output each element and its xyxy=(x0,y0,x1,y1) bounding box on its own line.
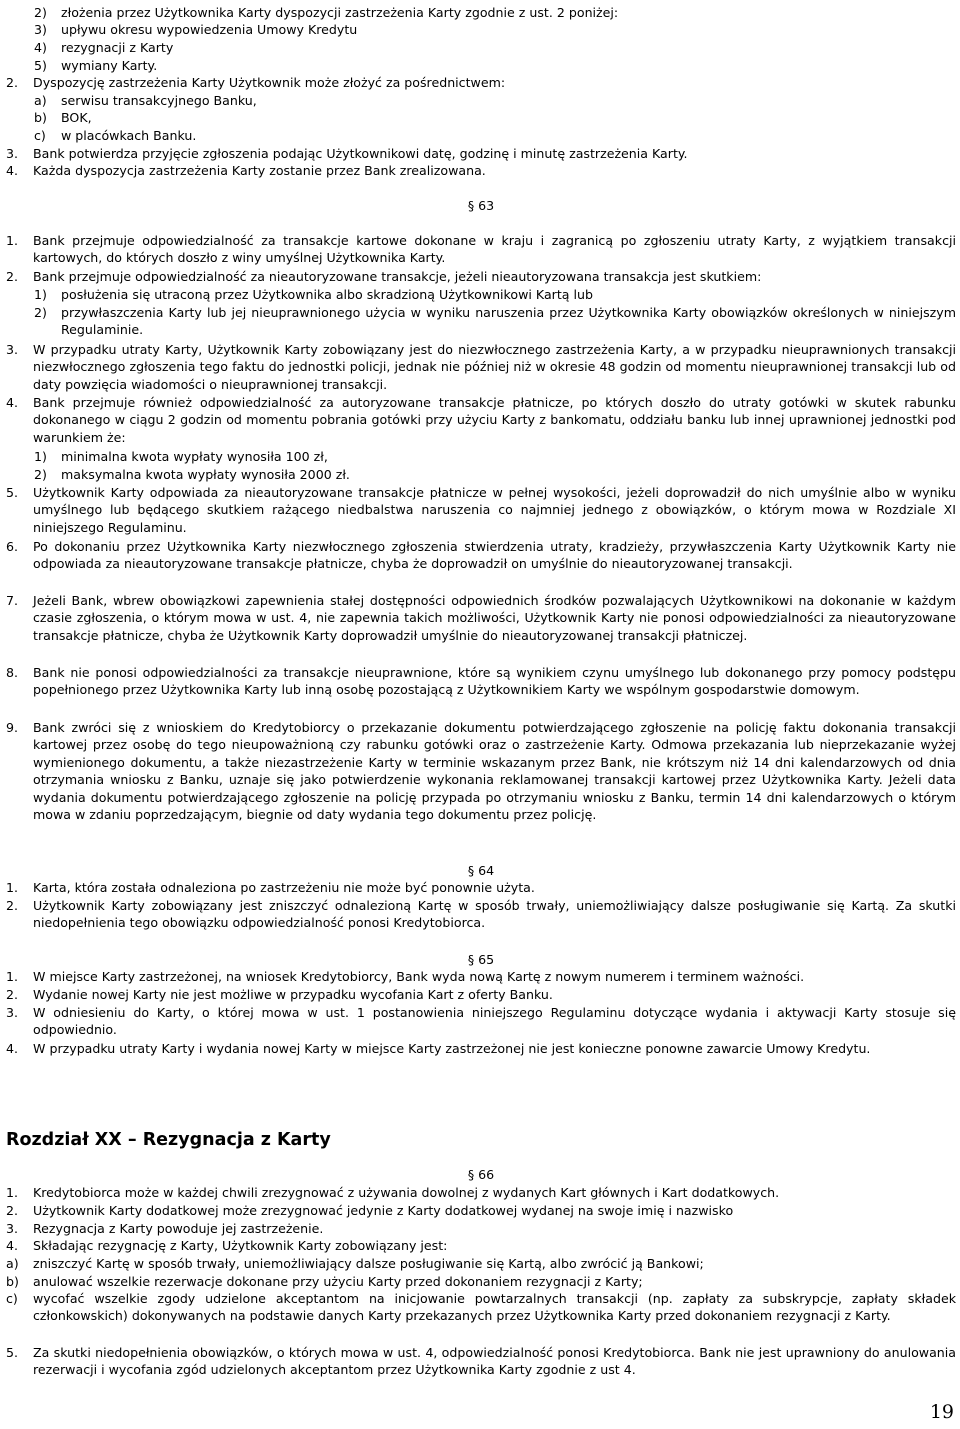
sub-item xyxy=(6,304,956,339)
item-text: złożenia przez Użytkownika Karty dyspozycji zastrzeżenia Karty zgodnie z ust. 2 poniżej: xyxy=(61,5,619,20)
numbered-paragraph xyxy=(6,1344,956,1379)
item-text: Wydanie nowej Karty nie jest możliwe w przypadku wycofania Kart z oferty Banku. xyxy=(33,987,553,1002)
item-text: anulować wszelkie rezerwacje dokonane przy użyciu Karty przed dokonaniem rezygnacji z Karty; xyxy=(33,1274,643,1289)
item-number: c) xyxy=(6,1291,18,1306)
numbered-paragraph xyxy=(6,664,956,699)
sub-item xyxy=(6,4,956,21)
item-number: 1. xyxy=(6,233,19,248)
item-text: Karta, która została odnaleziona po zastrzeżeniu nie może być ponownie użyta. xyxy=(33,880,535,895)
item-number: 1. xyxy=(6,969,19,984)
item-text: W miejsce Karty zastrzeżonej, na wniosek Kredytobiorcy, Bank wyda nową Kartę z nowym numerem i terminem ważności. xyxy=(33,969,805,984)
item-number: b) xyxy=(34,110,47,125)
item-number: 2. xyxy=(6,987,19,1002)
numbered-paragraph xyxy=(6,1290,956,1325)
section-mark: § 63 xyxy=(467,198,495,213)
numbered-paragraph xyxy=(6,719,956,823)
numbered-paragraph xyxy=(6,592,956,644)
item-text: przywłaszczenia Karty lub jej nieuprawnionego użycia w wyniku naruszenia przez Użytkownika Karty obowiązków określonych w niniejszym Regulaminie. xyxy=(61,305,956,338)
numbered-paragraph xyxy=(6,538,956,573)
item-number: a) xyxy=(34,93,47,108)
item-number: 7. xyxy=(6,593,19,608)
item-text: Użytkownik Karty odpowiada za nieautoryzowane transakcje płatnicze w pełnej wysokości, jeżeli doprowadził do nich umyślnie albo w wyniku umyślnego lub będącego skutkiem rażącego niedbalstwa naruszenia co najmniej jednego z obowiązków, o którym mowa w Rozdziale XI niniejszego Regulaminu. xyxy=(33,485,956,535)
item-text: Dyspozycję zastrzeżenia Karty Użytkownik może złożyć za pośrednictwem: xyxy=(33,75,506,90)
numbered-paragraph xyxy=(6,145,956,162)
item-number: 4. xyxy=(6,1238,19,1253)
item-number: 3. xyxy=(6,1221,19,1236)
numbered-paragraph xyxy=(6,232,956,267)
item-text: posłużenia się utraconą przez Użytkownika albo skradzioną Użytkownikowi Kartą lub xyxy=(61,287,593,302)
item-text: upływu okresu wypowiedzenia Umowy Kredytu xyxy=(61,22,358,37)
item-number: 3. xyxy=(6,1005,19,1020)
numbered-paragraph xyxy=(6,1040,956,1057)
item-text: Bank przejmuje odpowiedzialność za nieautoryzowane transakcje, jeżeli nieautoryzowana transakcja jest skutkiem: xyxy=(33,269,762,284)
item-number: 2. xyxy=(6,75,19,90)
numbered-paragraph xyxy=(6,74,956,91)
item-text: wycofać wszelkie zgody udzielone akceptantom na inicjowanie powtarzalnych transakcji (np. zapłaty za subskrypcje, zapłaty składek członkowskich) dokonywanych na podstawie danych Karty przekazanych przez Użytkownika Karty przed dokonaniem rezygnacji z Karty. xyxy=(33,1291,956,1324)
item-number: 9. xyxy=(6,720,19,735)
item-text: Bank nie ponosi odpowiedzialności za transakcje nieuprawnione, które są wynikiem czynu umyślnego lub dokonanego przy pomocy podstępu popełnionego przez Użytkownika Karty lub inną osobę pozostającą z Użytkownikiem Karty we wspólnym gospodarstwie domowym. xyxy=(33,665,956,698)
item-text: Za skutki niedopełnienia obowiązków, o których mowa w ust. 4, odpowiedzialność ponosi Kredytobiorca. Bank nie jest uprawniony do anulowania rezerwacji i wycofania zgód udzielonych akceptantom przez Użytkownika Karty zgodnie z ust 4. xyxy=(33,1345,956,1378)
item-number: 2) xyxy=(34,305,47,320)
item-text: Bank przejmuje odpowiedzialność za transakcje kartowe dokonane w kraju i zagranicą po zgłoszeniu utraty Karty, z wyjątkiem transakcji kartowych, do których doszło z winy umyślnej Użytkownika Karty. xyxy=(33,233,956,266)
item-number: 6. xyxy=(6,539,19,554)
item-number: b) xyxy=(6,1274,19,1289)
sub-item xyxy=(6,127,956,144)
numbered-paragraph xyxy=(6,1237,956,1254)
numbered-paragraph xyxy=(6,986,956,1003)
item-number: 2. xyxy=(6,269,19,284)
item-text: minimalna kwota wypłaty wynosiła 100 zł, xyxy=(61,449,328,464)
sub-item xyxy=(6,286,956,303)
numbered-paragraph xyxy=(6,268,956,285)
item-text: Po dokonaniu przez Użytkownika Karty niezwłocznego zgłoszenia stwierdzenia utraty, kradzieży, przywłaszczenia Karty Użytkownik Karty nie odpowiada za nieautoryzowane transakcje płatnicze, chyba że doprowadził on umyślnie do nieautoryzowanej transakcji. xyxy=(33,539,956,572)
numbered-paragraph xyxy=(6,879,956,896)
item-number: 2) xyxy=(34,467,47,482)
item-text: serwisu transakcyjnego Banku, xyxy=(61,93,257,108)
numbered-paragraph xyxy=(6,1273,956,1290)
item-number: 5) xyxy=(34,58,47,73)
item-number: 2) xyxy=(34,5,47,20)
sub-item xyxy=(6,466,956,483)
item-text: Bank zwróci się z wnioskiem do Kredytobiorcy o przekazanie dokumentu potwierdzającego zgłoszenie na policję faktu dokonania transakcji kartowej przez osobę do tego nieupoważnioną czy rabunku gotówki oraz o zastrzeżenie Karty. Odmowa przekazania lub nieprzekazanie wyżej wymienionego dokumentu, a także niezastrzeżenie Karty w terminie wskazanym przez Bank, nie krótszym niż 14 dni kalendarzowych od dnia otrzymania wniosku z Banku, uznaje się jako potwierdzenie wykonania reklamowanej transakcji kartowej przez Użytkownika Karty. Jeżeli data wydania dokumentu potwierdzającego zgłoszenie na policję przypada po otrzymaniu wniosku z Banku, termin 14 dni kalendarzowych o którym mowa w zdaniu poprzedzającym, biegnie od daty wydania tego dokumentu przez policję. xyxy=(33,720,956,823)
numbered-paragraph xyxy=(6,897,956,932)
item-number: 4. xyxy=(6,1041,19,1056)
numbered-paragraph xyxy=(6,1202,956,1219)
sub-item xyxy=(6,21,956,38)
item-text: rezygnacji z Karty xyxy=(61,40,174,55)
item-text: Bank potwierdza przyjęcie zgłoszenia podając Użytkownikowi datę, godzinę i minutę zastrzeżenia Karty. xyxy=(33,146,688,161)
sub-item xyxy=(6,109,956,126)
numbered-paragraph xyxy=(6,1004,956,1039)
item-text: Rezygnacja z Karty powoduje jej zastrzeżenie. xyxy=(33,1221,324,1236)
item-text: W odniesieniu do Karty, o której mowa w ust. 1 postanowienia niniejszego Regulaminu dotyczące wydania i aktywacji Karty stosuje się odpowiednio. xyxy=(33,1005,956,1038)
numbered-paragraph xyxy=(6,484,956,536)
item-text: Każda dyspozycja zastrzeżenia Karty zostanie przez Bank zrealizowana. xyxy=(33,163,486,178)
item-number: 2. xyxy=(6,898,19,913)
item-number: c) xyxy=(34,128,46,143)
section-mark: § 66 xyxy=(467,1167,495,1182)
section-mark: § 64 xyxy=(467,863,495,878)
numbered-paragraph xyxy=(6,394,956,446)
item-text: w placówkach Banku. xyxy=(61,128,197,143)
item-number: 3. xyxy=(6,146,19,161)
item-text: Kredytobiorca może w każdej chwili zrezygnować z używania dowolnej z wydanych Kart głównych i Kart dodatkowych. xyxy=(33,1185,780,1200)
item-number: 8. xyxy=(6,665,19,680)
sub-item xyxy=(6,39,956,56)
item-number: 3. xyxy=(6,342,19,357)
numbered-paragraph xyxy=(6,341,956,393)
item-text: Bank przejmuje również odpowiedzialność za autoryzowane transakcje płatnicze, po których doszło do utraty gotówki w skutek rabunku dokonanego w ciągu 2 godzin od momentu pobrania gotówki przy użyciu Karty z bankomatu, oddziału banku lub innej uprawnionej jednostki pod warunkiem że: xyxy=(33,395,956,445)
sub-item xyxy=(6,57,956,74)
item-text: BOK, xyxy=(61,110,92,125)
item-number: 5. xyxy=(6,1345,19,1360)
item-number: 3) xyxy=(34,22,47,37)
numbered-paragraph xyxy=(6,968,956,985)
sub-item xyxy=(6,448,956,465)
item-number: 2. xyxy=(6,1203,19,1218)
section-mark: § 65 xyxy=(467,952,495,967)
numbered-paragraph xyxy=(6,162,956,179)
chapter-heading: Rozdział XX – Rezygnacja z Karty xyxy=(6,1130,331,1150)
item-number: 1. xyxy=(6,880,19,895)
item-number: 4) xyxy=(34,40,47,55)
numbered-paragraph xyxy=(6,1220,956,1237)
item-text: Jeżeli Bank, wbrew obowiązkowi zapewnienia stałej dostępności odpowiednich środków pozwalających Użytkownikowi na dokonanie w każdym czasie zgłoszenia, o którym mowa w ust. 4, nie zapewnia takich możliwości, Użytkownik Karty nie ponosi odpowiedzialności za nieautoryzowane transakcje płatnicze, chyba że Użytkownik Karty doprowadził umyślnie do nieautoryzowanej transakcji płatniczej. xyxy=(33,593,956,643)
item-number: 5. xyxy=(6,485,19,500)
item-text: Składając rezygnację z Karty, Użytkownik Karty zobowiązany jest: xyxy=(33,1238,448,1253)
item-text: zniszczyć Kartę w sposób trwały, uniemożliwiający dalsze posługiwanie się Kartą, albo zwrócić ją Bankowi; xyxy=(33,1256,704,1271)
sub-item xyxy=(6,92,956,109)
item-text: maksymalna kwota wypłaty wynosiła 2000 zł. xyxy=(61,467,350,482)
page-number: 19 xyxy=(929,1401,954,1423)
item-number: a) xyxy=(6,1256,19,1271)
item-number: 4. xyxy=(6,395,19,410)
item-text: W przypadku utraty Karty i wydania nowej Karty w miejsce Karty zastrzeżonej nie jest konieczne ponowne zawarcie Umowy Kredytu. xyxy=(33,1041,871,1056)
item-number: 1. xyxy=(6,1185,19,1200)
item-number: 1) xyxy=(34,449,47,464)
item-text: W przypadku utraty Karty, Użytkownik Karty zobowiązany jest do niezwłocznego zastrzeżenia Karty, a w przypadku nieuprawnionych transakcji niezwłocznego zgłoszenia tego faktu do jednostki policji, jednak nie później niż w okresie 48 godzin od momentu nieuprawnionej transakcji lub od daty powzięcia wiadomości o nieuprawnionej transakcji. xyxy=(33,342,956,392)
item-text: Użytkownik Karty dodatkowej może zrezygnować jedynie z Karty dodatkowej wydanej na swoje imię i nazwisko xyxy=(33,1203,734,1218)
item-number: 1) xyxy=(34,287,47,302)
numbered-paragraph xyxy=(6,1255,956,1272)
item-text: Użytkownik Karty zobowiązany jest zniszczyć odnalezioną Kartę w sposób trwały, uniemożliwiający dalsze posługiwanie się Kartą. Za skutki niedopełnienia tego obowiązku odpowiedzialność ponosi Kredytobiorca. xyxy=(33,898,956,931)
numbered-paragraph xyxy=(6,1184,956,1201)
item-text: wymiany Karty. xyxy=(61,58,158,73)
item-number: 4. xyxy=(6,163,19,178)
